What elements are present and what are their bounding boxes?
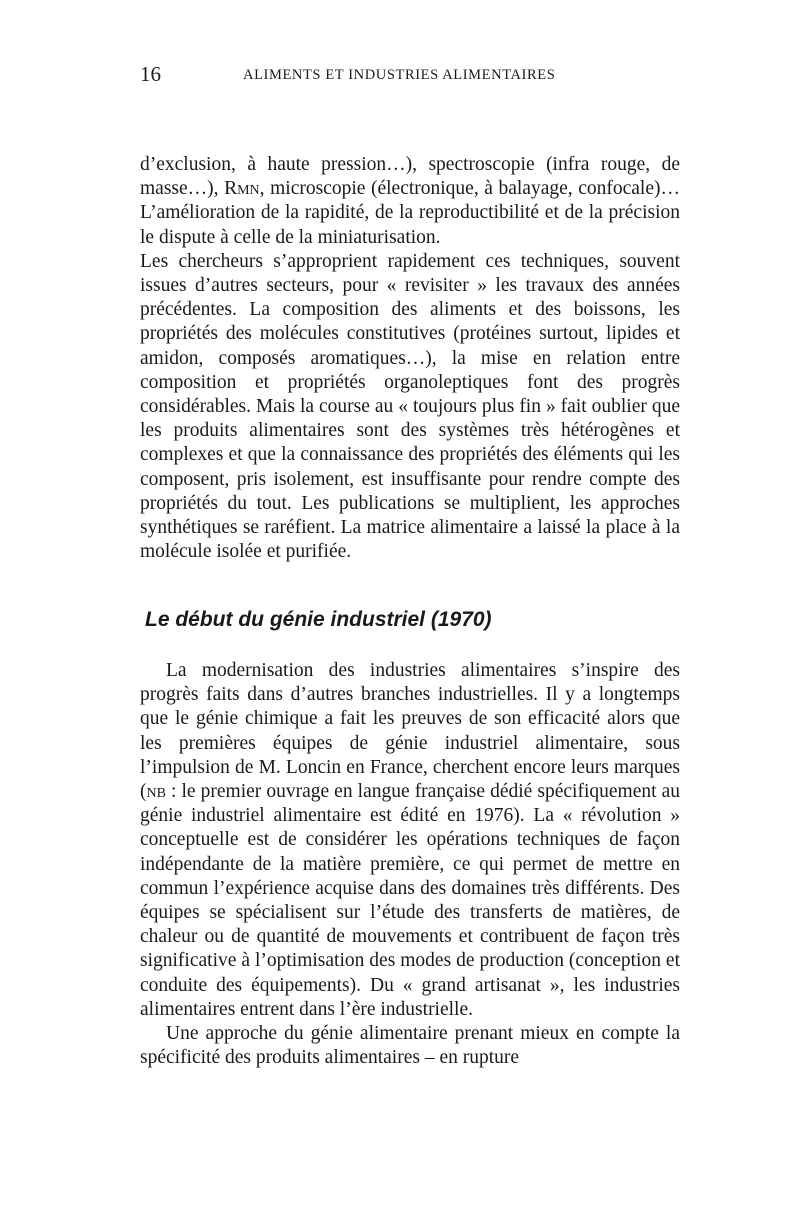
running-head: ALIMENTS ET INDUSTRIES ALIMENTAIRES [243,67,556,83]
section-title: Le début du génie industriel (1970) [145,608,492,631]
intro-text-block [140,153,680,564]
section-paragraph-2: Une approche du génie alimentaire prenant mieux en compte la spécificité des produits alimentaires – en rupture [140,1023,680,1069]
section-paragraph-1 [140,659,680,1022]
nb-abbreviation: nb [146,781,166,803]
section-paragraph-1-part-1: La modernisation des industries alimentaires s’inspire des progrès faits dans d’autres branches industrielles. Il y a longtemps que le génie chimique a fait les preuves de son efficacité alors que les premières équipes de génie industriel alimentaire, sous l’impulsion de M. Loncin en France, cherchent encore leurs marques ( [140,660,680,803]
intro-paragraph-1-part-2: , microscopie (électronique, à balayage, confocale)… L’amélioration de la rapidité, de la reproductibilité et de la précision le dispute à celle de la miniaturisation. [140,178,680,248]
rmn-abbreviation: Rmn [224,178,260,200]
intro-paragraph-1-part-1: d’exclusion, à haute pression…), spectroscopie (infra rouge, de masse…), [140,154,680,200]
intro-paragraph-1 [140,153,680,250]
page-header [140,62,680,86]
page-number: 16 [140,62,161,86]
intro-paragraph-2: Les chercheurs s’approprient rapidement ces techniques, souvent issues d’autres secteurs, pour « revisiter » les travaux des années précédentes. La composition des aliments et des boissons, les propriétés des molécules constitutives (protéines surtout, lipides et amidon, composés aromatiques…), la mise en relation entre composition et propriétés organoleptiques font des progrès considérables. Mais la course au « toujours plus fin » fait oublier que les produits alimentaires sont des systèmes très hétérogènes et complexes et que la connaissance des propriétés des éléments qui les composent, pris isolement, est insuffisante pour rendre compte des propriétés du tout. Les publications se multiplient, les approches synthétiques se raréfient. La matrice alimentaire a laissé la place à la molécule isolée et purifiée. [140,250,680,563]
section-paragraph-1-part-2: : le premier ouvrage en langue française dédié spécifiquement au génie industriel alimentaire est édité en 1976). La « révolution » conceptuelle est de considérer les opérations techniques de façon indépendante de la matière première, ce qui permet de mettre en commun l’expérience acquise dans des domaines très différents. Des équipes se spécialisent sur l’étude des transferts de matières, de chaleur ou de quantité de mouvements et contribuent de façon très significative à l’optimisation des modes de production (conception et conduite des équipements). Du « grand artisanat », les industries alimentaires entrent dans l’ère industrielle. [140,781,680,1020]
section-text-block [140,659,680,1070]
